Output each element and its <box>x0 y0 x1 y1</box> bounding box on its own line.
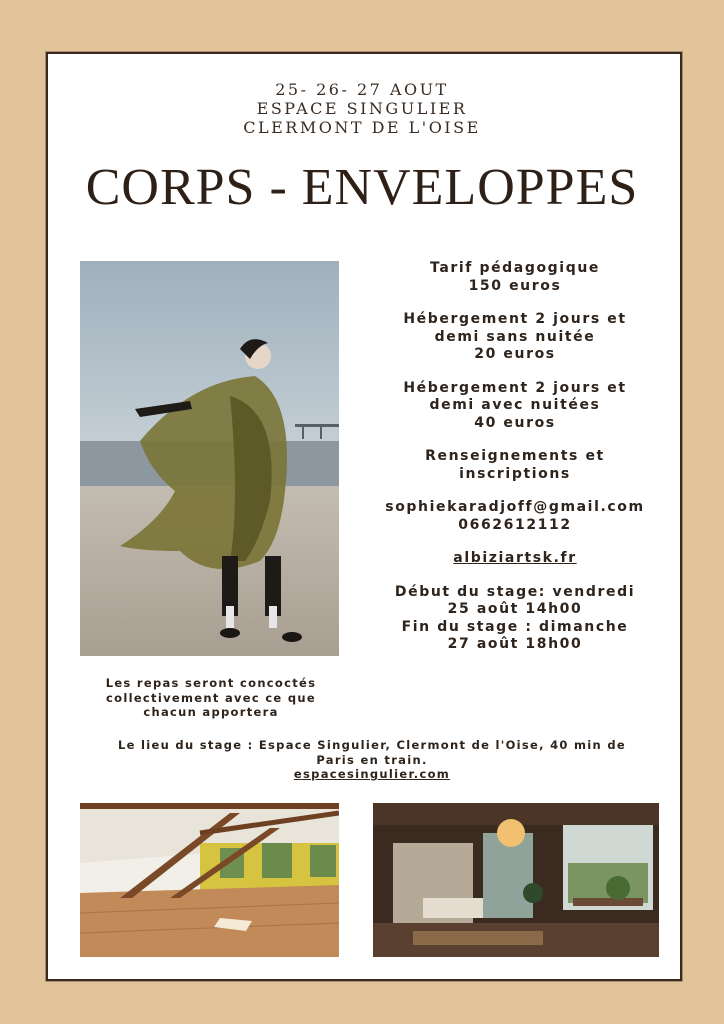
poster-title: CORPS - ENVELOPPES <box>85 159 639 216</box>
heb1-line2: demi sans nuitée <box>434 328 596 345</box>
studio-photo <box>80 803 339 957</box>
hebergement-sans-nuitee-block <box>360 311 670 364</box>
heb1-price: 20 euros <box>474 346 556 362</box>
website-block <box>360 550 670 568</box>
city-line: CLERMONT DE L'OISE <box>243 118 481 137</box>
heb2-price: 40 euros <box>474 414 556 431</box>
email-text: sophiekaradjoff@gmail.com <box>385 499 645 515</box>
debut-line1: Début du stage: vendredi <box>394 583 636 600</box>
dates-line: 25- 26- 27 AOUT <box>275 80 449 99</box>
venue-line: ESPACE SINGULIER <box>256 99 468 118</box>
tarif-label: Tarif pédagogique <box>430 260 600 276</box>
info-column <box>360 260 670 670</box>
rens-line1: Renseignements et <box>425 448 605 464</box>
tarif-block <box>360 260 670 295</box>
contact-block <box>360 499 670 534</box>
dancer-photo <box>80 261 339 656</box>
phone-text: 0662612112 <box>458 516 572 533</box>
heb2-line1: Hébergement 2 jours et <box>403 379 627 396</box>
living-room-photo <box>373 803 659 957</box>
venue-note <box>80 738 664 782</box>
website-link[interactable]: albiziartsk.fr <box>453 550 577 566</box>
hebergement-avec-nuitees-block <box>360 380 670 433</box>
lieu-line2: Paris en train. <box>316 752 428 767</box>
rens-line2: inscriptions <box>459 465 571 482</box>
meals-note <box>80 676 342 720</box>
poster-header <box>46 80 678 137</box>
meals-line1: Les repas seront concoctés <box>105 676 317 690</box>
meals-line3: chacun apportera <box>143 705 279 719</box>
tarif-price: 150 euros <box>468 277 562 294</box>
meals-line2: collectivement avec ce que <box>106 690 316 705</box>
renseignements-block <box>360 448 670 483</box>
schedule-block <box>360 584 670 654</box>
fin-line2: 27 août 18h00 <box>447 636 583 652</box>
fin-line1: Fin du stage : dimanche <box>401 618 629 635</box>
heb2-line2: demi avec nuitées <box>429 397 601 413</box>
debut-line2: 25 août 14h00 <box>447 601 583 617</box>
venue-website-link[interactable]: espacesingulier.com <box>293 767 451 781</box>
heb1-line1: Hébergement 2 jours et <box>403 311 627 327</box>
lieu-line1: Le lieu du stage : Espace Singulier, Clermont de l'Oise, 40 min de <box>118 738 626 752</box>
